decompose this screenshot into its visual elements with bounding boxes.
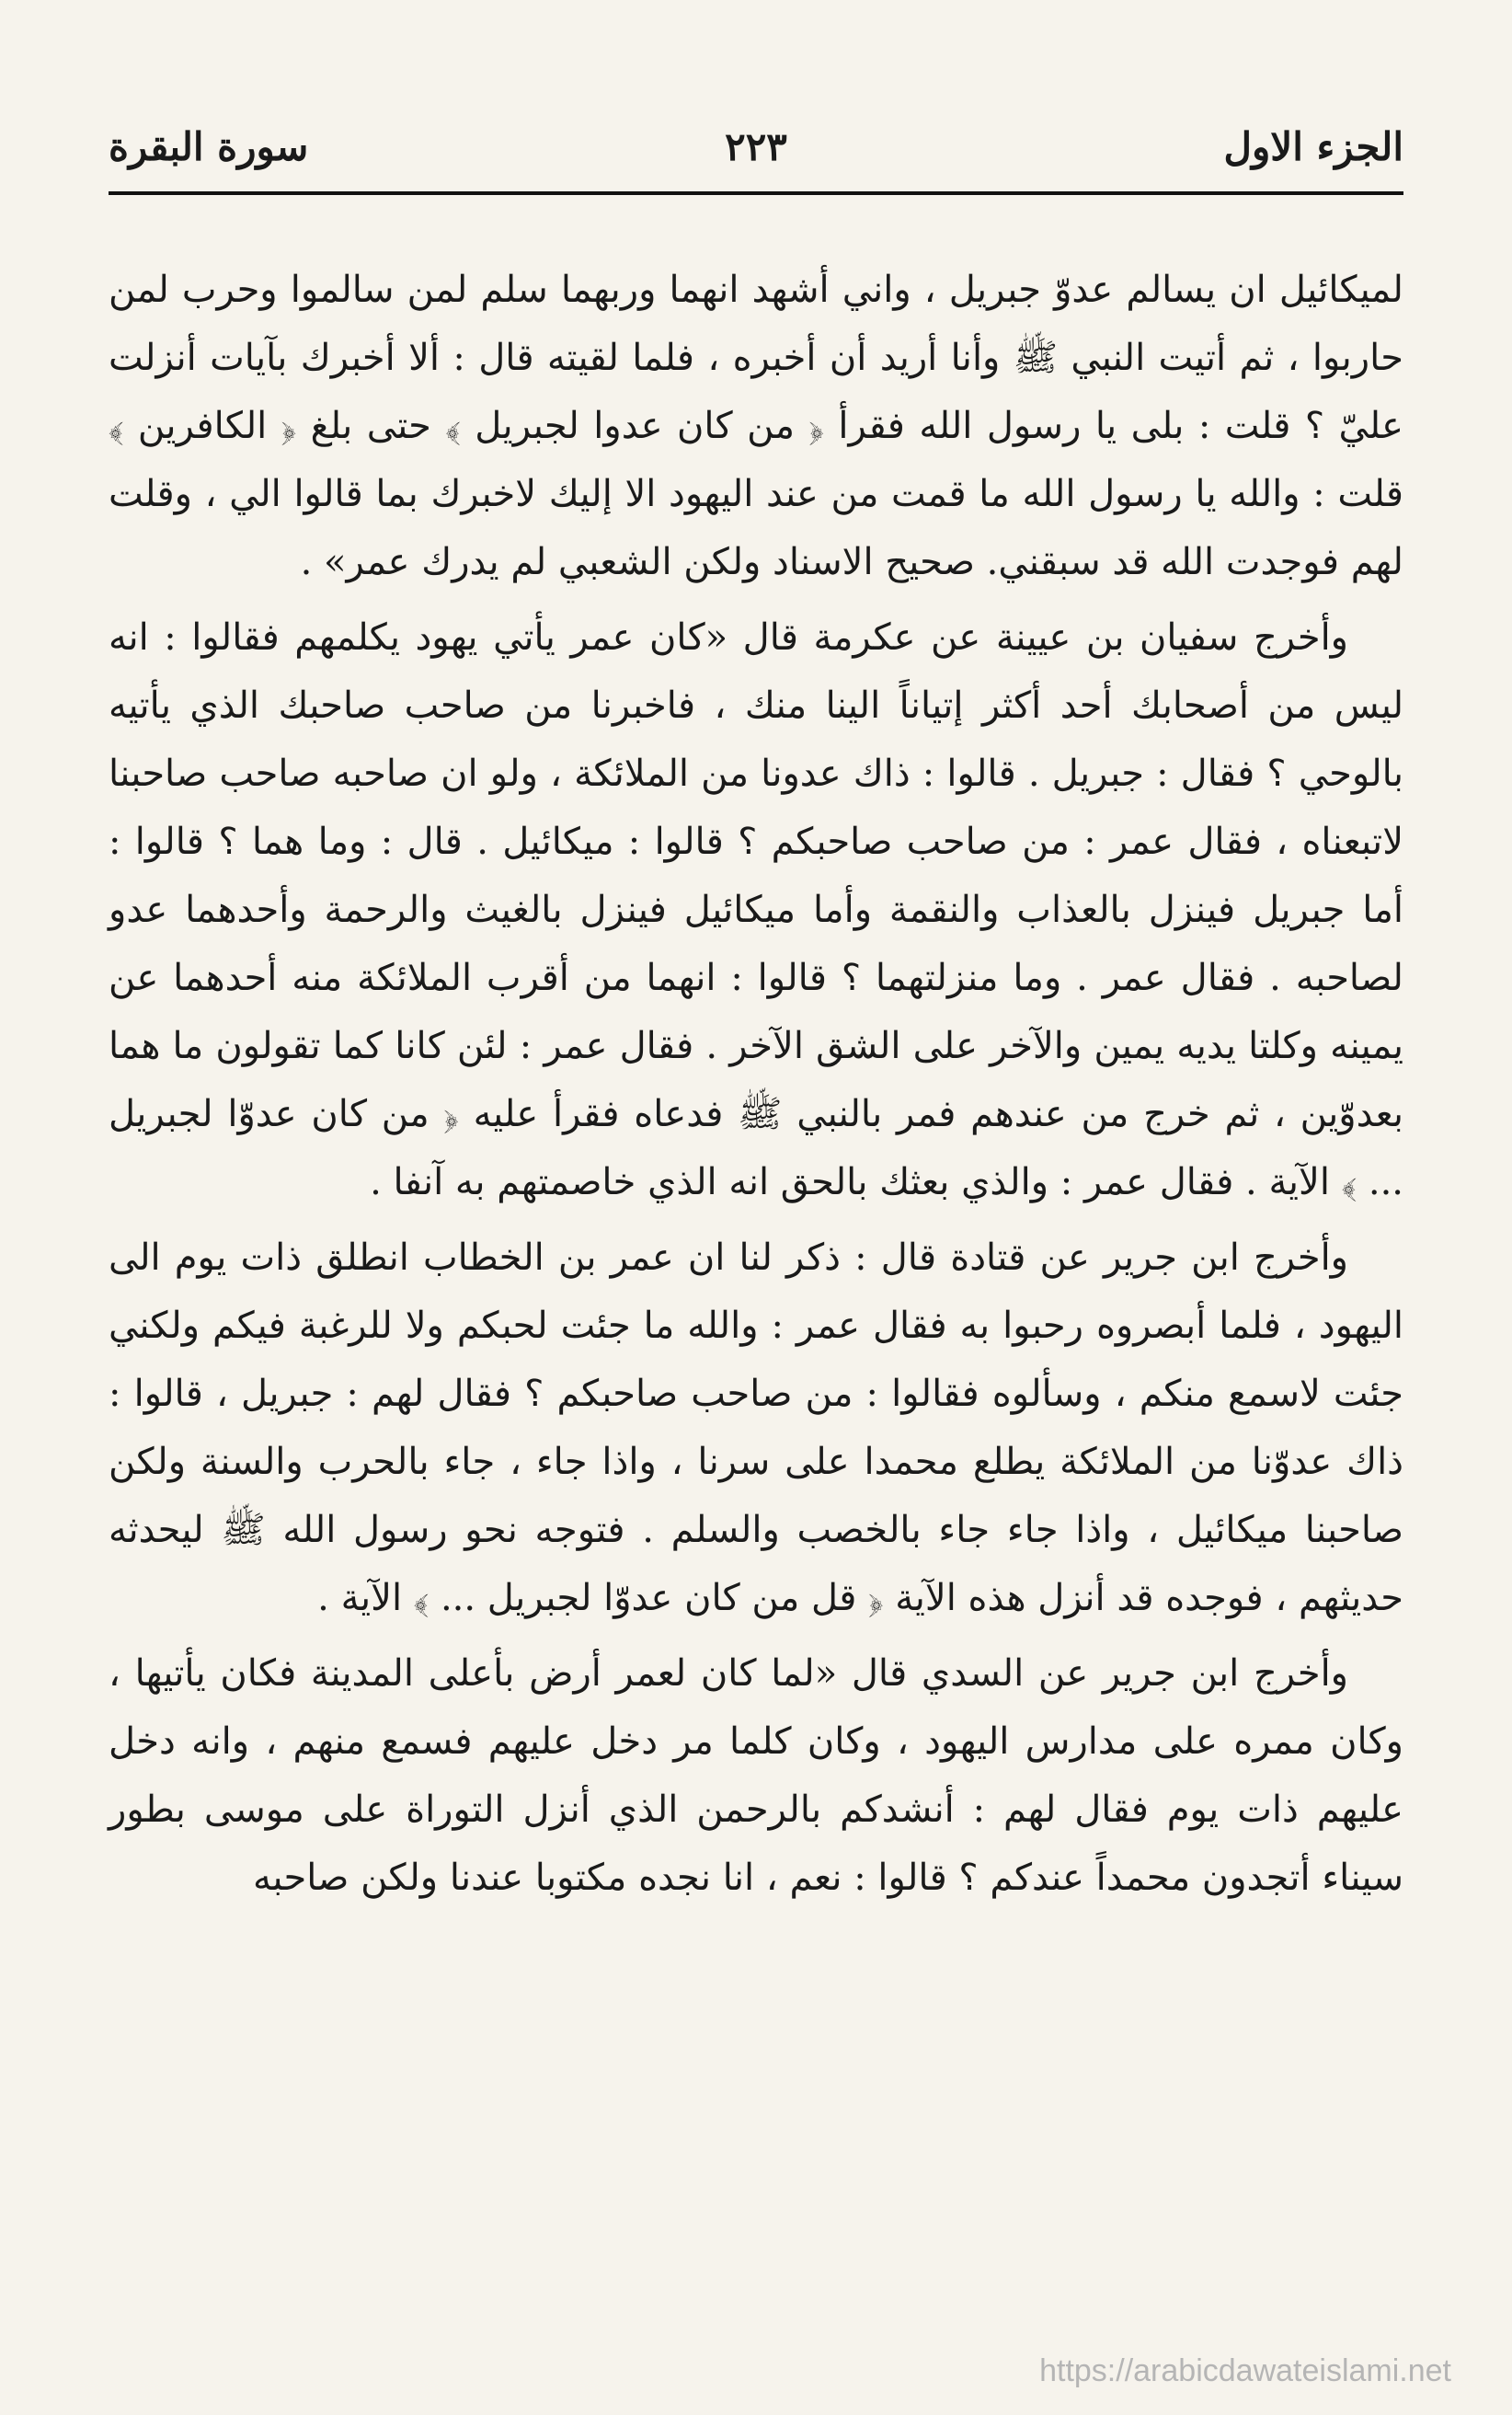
part-title: الجزء الاول (1223, 124, 1403, 169)
header-rule (109, 191, 1403, 195)
paragraph: لميكائيل ان يسالم عدوّ جبريل ، واني أشهد انهما وربهما سلم لمن سالموا وحرب لمن حاربوا ، ثم أتيت النبي ﷺ وأنا أريد أن أخبره ، فلما لقيته قال : ألا أخبرك بآيات أنزلت عليّ ؟ قلت : بلى يا رسول الله فقرأ ﴿ من كان عدوا لجبريل ﴾ حتى بلغ ﴿ الكافرين ﴾ قلت : والله يا رسول الله ما قمت من عند اليهود الا إليك لاخبرك بما قالوا الي ، وقلت لهم فوجدت الله قد سبقني. صحيح الاسناد ولكن الشعبي لم يدرك عمر» . (109, 269, 1403, 583)
page-number: ٢٢٣ (725, 124, 787, 169)
page-header (109, 120, 1403, 193)
watermark: https://arabicdawateislami.net (1039, 2353, 1451, 2388)
page-body (109, 256, 1403, 1912)
paragraph: وأخرج سفيان بن عيينة عن عكرمة قال «كان عمر يأتي يهود يكلمهم فقالوا : انه ليس من أصحابك أحد أكثر إتياناً الينا منك ، فاخبرنا من صاحب صاحبك الذي يأتيه بالوحي ؟ فقال : جبريل . قالوا : ذاك عدونا من الملائكة ، ولو ان صاحبه صاحب صاحبنا لاتبعناه ، فقال عمر : من صاحب صاحبكم ؟ قالوا : ميكائيل . قال : وما هما ؟ قالوا : أما جبريل فينزل بالعذاب والنقمة وأما ميكائيل فينزل بالغيث والرحمة وأحدهما عدو لصاحبه . فقال عمر . وما منزلتهما ؟ قالوا : انهما من أقرب الملائكة منه أحدهما عن يمينه وكلتا يديه يمين والآخر على الشق الآخر . فقال عمر : لئن كانا كما تقولون ما هما بعدوّين ، ثم خرج من عندهم فمر بالنبي ﷺ فدعاه فقرأ عليه ﴿ من كان عدوّا لجبريل ... ﴾ الآية . فقال عمر : والذي بعثك بالحق انه الذي خاصمتهم به آنفا . (109, 616, 1403, 1203)
paragraph: وأخرج ابن جرير عن السدي قال «لما كان لعمر أرض بأعلى المدينة فكان يأتيها ، وكان ممره على مدارس اليهود ، وكان كلما مر دخل عليهم فسمع منهم ، وانه دخل عليهم ذات يوم فقال لهم : أنشدكم بالرحمن الذي أنزل التوراة على موسى بطور سيناء أتجدون محمداً عندكم ؟ قالوا : نعم ، انا نجده مكتوبا عندنا ولكن صاحبه (109, 1652, 1403, 1899)
surah-title: سورة البقرة (109, 124, 309, 169)
paragraph: وأخرج ابن جرير عن قتادة قال : ذكر لنا ان عمر بن الخطاب انطلق ذات يوم الى اليهود ، فلما أبصروه رحبوا به فقال عمر : والله ما جئت لحبكم ولا للرغبة فيكم ولكني جئت لاسمع منكم ، وسألوه فقالوا : من صاحب صاحبكم ؟ فقال لهم : جبريل ، قالوا : ذاك عدوّنا من الملائكة يطلع محمدا على سرنا ، واذا جاء ، جاء بالحرب والسنة ولكن صاحبنا ميكائيل ، واذا جاء جاء بالخصب والسلم . فتوجه نحو رسول الله ﷺ ليحدثه حديثهم ، فوجده قد أنزل هذه الآية ﴿ قل من كان عدوّا لجبريل ... ﴾ الآية . (109, 1236, 1403, 1619)
